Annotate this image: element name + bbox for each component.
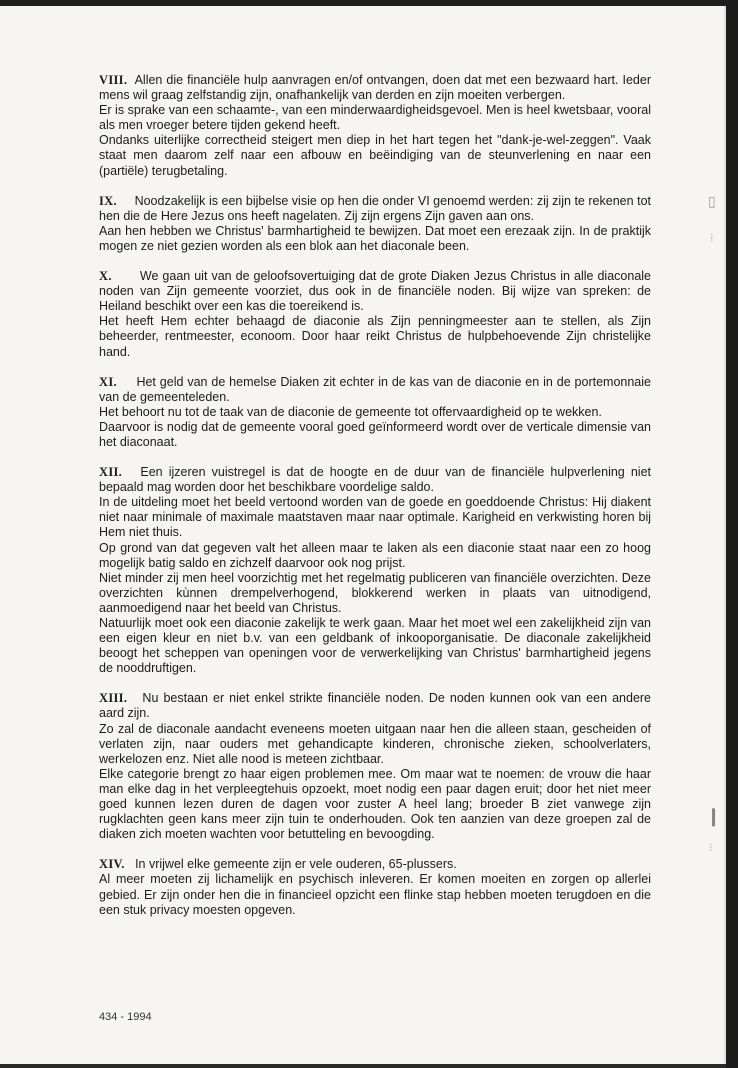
section-number: XI. [99, 374, 117, 389]
paragraph [99, 465, 651, 495]
paragraph-text: Noodzakelijk is een bijbelse visie op hen die onder VI genoemd werden: zij zijn te rekenen tot hen die de Here Jezus ons heeft nagelaten. Zij zijn ergens Zijn gaven aan ons. [99, 193, 651, 223]
section-xiv [99, 857, 651, 917]
page-footer: 434 - 1994 [99, 1011, 152, 1023]
paragraph-text: Allen die financiële hulp aanvragen en/of ontvangen, doen dat met een bezwaard hart. Ieder mens wil graag zelfstandig zijn, onafhankelijk van derden en zijn moeiten verbergen. [99, 73, 651, 103]
margin-mark-top-small: ⁝ [710, 232, 714, 244]
paragraph: Het behoort nu tot de taak van de diaconie de gemeente tot offervaardigheid op te wekken. [99, 404, 602, 419]
paragraph [99, 73, 651, 103]
paragraph: Er is sprake van een schaamte-, van een minderwaardigheidsgevoel. Men is heel kwetsbaar, vooral als men vroeger betere tijden gekend heeft. [99, 103, 651, 133]
section-xi [99, 375, 651, 450]
paragraph: Ondanks uiterlijke correctheid steigert men diep in het hart tegen het "dank-je-wel-zeggen". Vaak staat men daarom zelf naar een afbouw en beëindiging van de steunverlening en naar een (partiële) terugbetaling. [99, 133, 651, 178]
section-viii [99, 73, 651, 179]
paragraph [99, 375, 651, 405]
paragraph: Elke categorie brengt zo haar eigen problemen mee. Om maar wat te noemen: de vrouw die haar man elke dag in het verpleegtehuis opzoekt, moet nodig een paar dagen eruit; door het niet meer goed kunnen lezen duren de dagen voor zuster A heel lang; broeder B ziet vanwege zijn rugklachten geen kans meer zijn tuin te onderhouden. Ook ten aanzien van deze groepen zal de diaken zich moeten wachten voor betutteling en bevoogding. [99, 766, 651, 842]
paragraph [99, 691, 651, 721]
paragraph [99, 194, 651, 224]
section-ix [99, 194, 651, 254]
paragraph-text: Een ijzeren vuistregel is dat de hoogte en de duur van de financiële hulpverlening niet bepaald mag worden door het beschikbare voordelige saldo. [99, 465, 651, 495]
paragraph: Op grond van dat gegeven valt het alleen maar te laken als een diaconie staat naar een zo hoog mogelijk batig saldo en zichzelf daarvoor ook nog prijst. [99, 540, 651, 570]
section-number: VIII. [99, 73, 128, 87]
paragraph: Zo zal de diaconale aandacht eveneens moeten uitgaan naar hen die alleen staan, gescheiden of verlaten zijn, naar ouders met gehandicapte kinderen, chronische zieken, schoolverlaters, werkelozen enz. Niet alle nood is meteen zichtbaar. [99, 721, 651, 766]
section-x [99, 269, 651, 360]
scan-right-border [726, 0, 738, 1068]
paragraph [99, 857, 651, 872]
paragraph: Aan hen hebben we Christus' barmhartigheid te bewijzen. Dat moet een erezaak zijn. In de praktijk mogen ze niet gezien worden als een blok aan het diaconale been. [99, 223, 651, 253]
paragraph [99, 269, 651, 314]
paragraph: Natuurlijk moet ook een diaconie zakelijk te werk gaan. Maar het moet wel een zakelijkheid zijn van een eigen kleur en niet b.v. van een geldbank of inkooporganisatie. De diaconale zakelijkheid beoogt het scheppen van openingen voor de verwerkelijking van Christus' barmhartigheid jegens de nooddruftigen. [99, 616, 651, 676]
section-number: IX. [99, 193, 117, 208]
margin-mark-top: ▯ [708, 195, 716, 210]
margin-mark-bottom: ❙ [706, 806, 722, 826]
section-xii [99, 465, 651, 676]
paragraph-text: Het geld van de hemelse Diaken zit echter in de kas van de diaconie en in de portemonnaie van de gemeenteleden. [99, 374, 651, 404]
section-number: XIII. [99, 691, 128, 706]
paragraph: In de uitdeling moet het beeld vertoond worden van de goede en goeddoende Christus: Hij diakent niet naar minimale of maximale maatstaven maar naar optimale. Karigheid en verkwisting horen bij Hem niet thuis. [99, 495, 651, 540]
paragraph-text: We gaan uit van de geloofsovertuiging dat de grote Diaken Jezus Christus in alle diaconale noden van Zijn gemeente voorziet, dus ook in de financiële noden. Bij wijze van spreken: de Heiland beschikt over een kas die toereikend is. [99, 269, 652, 314]
paragraph: Al meer moeten zij lichamelijk en psychisch inleveren. Er komen moeiten en zorgen op allerlei gebied. Er zijn onder hen die in financieel opzicht een flinke stap hebben moeten terugdoen en die een stuk privacy moesten opgeven. [99, 872, 651, 917]
section-number: XII. [99, 465, 123, 480]
document-body [99, 73, 651, 933]
section-number: X. [99, 269, 112, 284]
paragraph: Het heeft Hem echter behaagd de diaconie als Zijn penningmeester aan te stellen, als Zijn beheerder, rentmeester, econoom. Door haar reikt Christus de hulpbehoevende Zijn christelijke hand. [99, 314, 651, 359]
paragraph-text: Nu bestaan er niet enkel strikte financiële noden. De noden kunnen ook van een andere aard zijn. [99, 691, 652, 721]
paragraph: Niet minder zij men heel voorzichtig met het regelmatig publiceren van financiële overzichten. Deze overzichten kùnnen drempelverhogend, blokkerend werken in plaats van uitnodigend, aanmoedigend naar het beeld van Christus. [99, 570, 651, 615]
section-xiii [99, 691, 651, 842]
paragraph: Daarvoor is nodig dat de gemeente vooral goed geïnformeerd wordt over de verticale dimensie van het diaconaat. [99, 419, 651, 449]
section-number: XIV. [99, 857, 125, 872]
paragraph-text: In vrijwel elke gemeente zijn er vele ouderen, 65-plussers. [135, 857, 457, 872]
margin-mark-bottom-small: ⁝ [709, 842, 713, 854]
